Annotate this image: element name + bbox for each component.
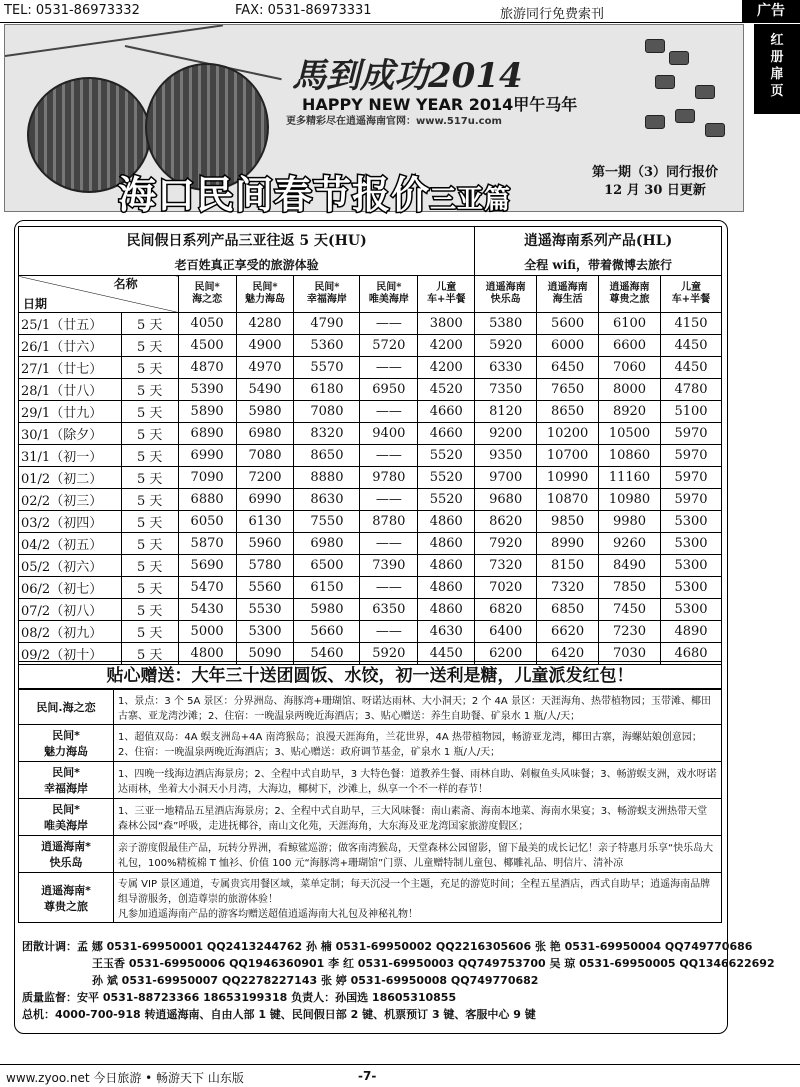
table-row xyxy=(19,445,722,467)
price-cell: 6130 xyxy=(236,511,294,533)
duration-cell: 5 天 xyxy=(121,401,178,423)
free-request-note: 旅游同行免费索刊 xyxy=(500,7,605,22)
duration-cell: 5 天 xyxy=(121,467,178,489)
column-header: 民间* 唯美海岸 xyxy=(360,276,418,313)
group1-title: 民间假日系列产品三亚往返 5 天(HU) xyxy=(19,227,475,254)
duration-cell: 5 天 xyxy=(121,511,178,533)
price-cell: 7090 xyxy=(178,467,236,489)
product-description: 1、四晚一线海边酒店海景房；2、全程中式自助早，3 大特色餐：道教养生餐、雨林自助、剁椒鱼头风味餐；3、畅游蜈支洲，戏水呀诺达雨林，坐着大小洞天小月湾，大海边，椰树下，沙滩上，纵享一个不一样的春节！ xyxy=(114,762,722,799)
price-cell: 5430 xyxy=(178,599,236,621)
date-cell: 09/2（初十） xyxy=(19,643,122,665)
price-cell: 6980 xyxy=(294,533,360,555)
price-cell: 8000 xyxy=(599,379,661,401)
price-cell: 4520 xyxy=(418,379,475,401)
contact-line: 王玉香 0531-69950006 QQ1946360901 李 红 0531-69950003 QQ749753700 吴 琼 0531-69950005 QQ1346622692 xyxy=(92,957,775,970)
product-name: 民间* 幸福海岸 xyxy=(19,762,114,799)
fax: FAX: 0531-86973331 xyxy=(235,3,372,18)
table-row xyxy=(19,577,722,599)
price-cell: 7320 xyxy=(475,555,537,577)
date-cell: 08/2（初九） xyxy=(19,621,122,643)
price-cell: 4860 xyxy=(418,577,475,599)
date-cell: 26/1（廿六） xyxy=(19,335,122,357)
price-cell: 7030 xyxy=(599,643,661,665)
product-description: 1、超值双岛：4A 蜈支洲岛+4A 南湾猴岛；浪漫天涯海角，兰花世界，4A 热带植物园，畅游亚龙湾，椰田古寨，海螺姑娘创意园；2、住宿：一晚温泉两晚近海酒店；3、贴心赠送：政府调节基金，矿泉水 1 瓶/人/天； xyxy=(114,725,722,762)
duration-cell: 5 天 xyxy=(121,489,178,511)
page-number: -7- xyxy=(358,1069,377,1083)
price-cell: 7060 xyxy=(599,357,661,379)
price-cell: 9780 xyxy=(360,467,418,489)
duration-cell: 5 天 xyxy=(121,423,178,445)
price-cell: 5970 xyxy=(661,445,722,467)
date-cell: 25/1（廿五） xyxy=(19,313,122,335)
column-header: 民间* 幸福海岸 xyxy=(294,276,360,313)
price-cell: —— xyxy=(360,577,418,599)
price-cell: 4050 xyxy=(178,313,236,335)
price-cell: 6820 xyxy=(475,599,537,621)
table-row xyxy=(19,335,722,357)
price-cell: 6420 xyxy=(537,643,599,665)
price-cell: 8920 xyxy=(599,401,661,423)
table-row xyxy=(19,533,722,555)
price-cell: 5300 xyxy=(661,533,722,555)
price-cell: 10200 xyxy=(537,423,599,445)
product-name: 民间* 魅力海岛 xyxy=(19,725,114,762)
price-cell: 4200 xyxy=(418,357,475,379)
price-cell: 5000 xyxy=(178,621,236,643)
table-row xyxy=(19,423,722,445)
price-cell: 9400 xyxy=(360,423,418,445)
product-row xyxy=(19,725,722,762)
price-cell: 8150 xyxy=(537,555,599,577)
contact-line: 团散计调：孟 娜 0531-69950001 QQ2413244762 孙 楠 0531-69950002 QQ2216305606 张 艳 0531-69950004 QQ749770686 xyxy=(22,940,753,953)
price-cell: 10860 xyxy=(599,445,661,467)
column-header: 民间* 魅力海岛 xyxy=(236,276,294,313)
price-cell: 5570 xyxy=(294,357,360,379)
price-cell: 5520 xyxy=(418,489,475,511)
price-cell: 8490 xyxy=(599,555,661,577)
price-cell: 5470 xyxy=(178,577,236,599)
date-cell: 04/2（初五） xyxy=(19,533,122,555)
price-cell: 5300 xyxy=(661,511,722,533)
price-cell: 5300 xyxy=(661,555,722,577)
website-note: 更多精彩尽在逍遥海南官网：www.517u.com xyxy=(286,116,502,127)
plum-branch xyxy=(5,24,223,57)
price-cell: 10870 xyxy=(537,489,599,511)
price-rows xyxy=(19,313,722,665)
title-main: 海口民间春节报价 xyxy=(118,173,431,217)
price-cell: 7320 xyxy=(537,577,599,599)
date-cell: 05/2（初六） xyxy=(19,555,122,577)
price-cell: 4860 xyxy=(418,599,475,621)
table-row xyxy=(19,357,722,379)
price-cell: 6100 xyxy=(599,313,661,335)
price-cell: —— xyxy=(360,445,418,467)
price-cell: 5380 xyxy=(475,313,537,335)
price-cell: 7650 xyxy=(537,379,599,401)
price-cell: 4150 xyxy=(661,313,722,335)
happy-new-year: HAPPY NEW YEAR 2014甲午马年 xyxy=(302,95,578,114)
product-row xyxy=(19,873,722,923)
issue-number: 第一期（3）同行报价 xyxy=(592,165,719,180)
price-cell: 9700 xyxy=(475,467,537,489)
price-cell: 6850 xyxy=(537,599,599,621)
price-cell: 5530 xyxy=(236,599,294,621)
footer xyxy=(0,1064,800,1087)
firecracker-icon xyxy=(695,85,715,99)
price-cell: 6400 xyxy=(475,621,537,643)
price-cell: 4790 xyxy=(294,313,360,335)
price-cell: —— xyxy=(360,621,418,643)
price-cell: 4660 xyxy=(418,401,475,423)
price-cell: 9680 xyxy=(475,489,537,511)
price-cell: 7350 xyxy=(475,379,537,401)
price-cell: 5980 xyxy=(294,599,360,621)
price-cell: 4780 xyxy=(661,379,722,401)
price-cell: 9980 xyxy=(599,511,661,533)
gift-banner: 贴心赠送：大年三十送团圆饭、水饺，初一送利是糖，儿童派发红包！ xyxy=(18,661,722,689)
price-cell: 5780 xyxy=(236,555,294,577)
date-cell: 02/2（初三） xyxy=(19,489,122,511)
group2-subtitle: 全程 wifi，带着微博去旅行 xyxy=(475,253,722,276)
price-cell: 6050 xyxy=(178,511,236,533)
product-descriptions xyxy=(18,689,722,923)
price-cell: —— xyxy=(360,313,418,335)
group2-title: 逍遥海南系列产品(HL) xyxy=(475,227,722,254)
contact-block xyxy=(22,938,775,1023)
price-cell: 6330 xyxy=(475,357,537,379)
date-cell: 01/2（初二） xyxy=(19,467,122,489)
price-cell: 4860 xyxy=(418,555,475,577)
price-cell: —— xyxy=(360,533,418,555)
price-cell: 6950 xyxy=(360,379,418,401)
product-name: 逍遥海南* 尊贵之旅 xyxy=(19,873,114,923)
firecracker-icon xyxy=(655,75,675,89)
price-cell: 6500 xyxy=(294,555,360,577)
price-cell: 4450 xyxy=(661,335,722,357)
price-cell: 5720 xyxy=(360,335,418,357)
price-cell: 4280 xyxy=(236,313,294,335)
price-cell: 7390 xyxy=(360,555,418,577)
price-cell: 7200 xyxy=(236,467,294,489)
price-cell: 5890 xyxy=(178,401,236,423)
date-cell: 31/1（初一） xyxy=(19,445,122,467)
price-cell: 9200 xyxy=(475,423,537,445)
price-cell: 7550 xyxy=(294,511,360,533)
ad-badge: 广告 xyxy=(742,0,800,22)
price-cell: 4860 xyxy=(418,511,475,533)
price-cell: 6600 xyxy=(599,335,661,357)
table-row xyxy=(19,467,722,489)
telephone: TEL: 0531-86973332 xyxy=(4,3,140,18)
price-cell: 6150 xyxy=(294,577,360,599)
price-cell: 7080 xyxy=(236,445,294,467)
duration-cell: 5 天 xyxy=(121,555,178,577)
price-cell: 9350 xyxy=(475,445,537,467)
duration-cell: 5 天 xyxy=(121,599,178,621)
price-cell: 5460 xyxy=(294,643,360,665)
contact-line: 孙 斌 0531-69950007 QQ2278227143 张 婷 0531-69950008 QQ749770682 xyxy=(92,974,539,987)
product-row xyxy=(19,836,722,873)
price-cell: 6620 xyxy=(537,621,599,643)
duration-cell: 5 天 xyxy=(121,577,178,599)
duration-cell: 5 天 xyxy=(121,313,178,335)
firecracker-icon xyxy=(669,51,689,65)
price-cell: 4450 xyxy=(661,357,722,379)
price-cell: 5100 xyxy=(661,401,722,423)
firecracker-icon xyxy=(645,39,665,53)
price-cell: 7920 xyxy=(475,533,537,555)
date-cell: 03/2（初四） xyxy=(19,511,122,533)
product-row xyxy=(19,690,722,725)
column-header: 逍遥海南 尊贵之旅 xyxy=(599,276,661,313)
firecracker-icon xyxy=(675,109,695,123)
firecracker-icon xyxy=(645,115,665,129)
price-cell: 8120 xyxy=(475,401,537,423)
price-cell: 5360 xyxy=(294,335,360,357)
price-cell: 4800 xyxy=(178,643,236,665)
price-cell: 8620 xyxy=(475,511,537,533)
price-cell: 6450 xyxy=(537,357,599,379)
price-cell: 5970 xyxy=(661,467,722,489)
product-name: 逍遥海南* 快乐岛 xyxy=(19,836,114,873)
duration-cell: 5 天 xyxy=(121,335,178,357)
price-cell: 4870 xyxy=(178,357,236,379)
product-description: 亲子游度假最佳产品，玩转分界洲，看鲸鲨巡游；做客南湾猴岛，天堂森林公园留影，留下最美的成长记忆！亲子特惠月乐享“快乐岛大礼包，100%精梳棉 T 恤衫、价值 100 元“海豚湾+珊瑚馆”门票、儿童赠特制儿童包、椰雕礼品、明信片、清补凉 xyxy=(114,836,722,873)
price-cell: 4500 xyxy=(178,335,236,357)
price-cell: —— xyxy=(360,489,418,511)
section-tab-label: 红 册 扉 页 xyxy=(770,33,784,99)
product-description: 1、景点：3 个 5A 景区：分界洲岛、海豚湾+珊瑚馆、呀诺达雨林、大小洞天；2 个 4A 景区：天涯海角、热带植物园；玉带滩、椰田古寨、亚龙湾沙滩；2、住宿：一晚温泉两晚近海酒店；3、贴心赠送：养生自助餐、矿泉水 1 瓶/人/天； xyxy=(114,690,722,725)
price-cell: 5970 xyxy=(661,423,722,445)
price-cell: 5960 xyxy=(236,533,294,555)
price-cell: 5520 xyxy=(418,467,475,489)
table-row xyxy=(19,511,722,533)
price-cell: 10990 xyxy=(537,467,599,489)
price-cell: 8880 xyxy=(294,467,360,489)
duration-cell: 5 天 xyxy=(121,379,178,401)
table-row xyxy=(19,621,722,643)
price-cell: 8650 xyxy=(294,445,360,467)
price-cell: 8780 xyxy=(360,511,418,533)
price-cell: 5920 xyxy=(360,643,418,665)
price-cell: 5920 xyxy=(475,335,537,357)
product-name: 民间* 唯美海岸 xyxy=(19,799,114,836)
price-cell: 10500 xyxy=(599,423,661,445)
price-cell: 5300 xyxy=(236,621,294,643)
price-cell: 4630 xyxy=(418,621,475,643)
price-cell: 6350 xyxy=(360,599,418,621)
price-cell: —— xyxy=(360,401,418,423)
price-cell: 10980 xyxy=(599,489,661,511)
date-cell: 07/2（初八） xyxy=(19,599,122,621)
price-cell: 7080 xyxy=(294,401,360,423)
price-cell: 5300 xyxy=(661,577,722,599)
date-cell: 28/1（廿八） xyxy=(19,379,122,401)
price-cell: 5660 xyxy=(294,621,360,643)
table-row xyxy=(19,555,722,577)
date-cell: 30/1（除夕） xyxy=(19,423,122,445)
price-cell: 5090 xyxy=(236,643,294,665)
price-cell: 4200 xyxy=(418,335,475,357)
price-cell: 5560 xyxy=(236,577,294,599)
price-cell: 4890 xyxy=(661,621,722,643)
price-cell: 7230 xyxy=(599,621,661,643)
price-cell: 6990 xyxy=(236,489,294,511)
price-cell: 9850 xyxy=(537,511,599,533)
header-corner xyxy=(19,276,179,313)
price-cell: 6000 xyxy=(537,335,599,357)
product-description: 1、三亚一地精品五星酒店海景房；2、全程中式自助早，三大风味餐：南山素斋、海南本地菜、海南水果宴；3、畅游蜈支洲热带天堂森林公园“森”呼吸，走进抚椰谷，南山文化苑，天涯海角，大东海及亚龙湾国家旅游度假区； xyxy=(114,799,722,836)
price-cell: 5690 xyxy=(178,555,236,577)
price-cell: 6180 xyxy=(294,379,360,401)
page-title xyxy=(118,164,511,219)
price-cell: 3800 xyxy=(418,313,475,335)
quality-line: 质量监督：安平 0531-88723366 18653199318 负责人：孙国选 18605310855 xyxy=(22,991,457,1004)
price-cell: 8630 xyxy=(294,489,360,511)
table-row xyxy=(19,401,722,423)
price-cell: 4970 xyxy=(236,357,294,379)
price-cell: 4450 xyxy=(418,643,475,665)
duration-cell: 5 天 xyxy=(121,445,178,467)
product-description: 专属 VIP 景区通道，专属贵宾用餐区域，菜单定制；每天沉浸一个主题，充足的游览时间；全程五星酒店，西式自助早；逍遥海南品牌组导游服务，创造尊崇的旅游体验！ 凡参加逍遥海南产品的游客均赠送超值逍遥海南大礼包及神秘礼物！ xyxy=(114,873,722,923)
new-year-logo: 馬到成功2014 xyxy=(292,56,523,96)
table-row xyxy=(19,489,722,511)
footer-site: www.zyoo.net 今日旅游 • 畅游天下 山东版 xyxy=(6,1071,244,1085)
price-cell: 5980 xyxy=(236,401,294,423)
section-tab xyxy=(754,24,800,114)
price-cell: 5520 xyxy=(418,445,475,467)
price-cell: 6980 xyxy=(236,423,294,445)
price-cell: 6990 xyxy=(178,445,236,467)
duration-cell: 5 天 xyxy=(121,621,178,643)
date-cell: 27/1（廿七） xyxy=(19,357,122,379)
price-cell: 4680 xyxy=(661,643,722,665)
duration-cell: 5 天 xyxy=(121,533,178,555)
product-row xyxy=(19,762,722,799)
price-cell: 7020 xyxy=(475,577,537,599)
price-cell: 4900 xyxy=(236,335,294,357)
group1-subtitle: 老百姓真正享受的旅游体验 xyxy=(19,253,475,276)
price-cell: 6880 xyxy=(178,489,236,511)
title-sub: 三亚篇 xyxy=(430,185,512,215)
price-cell: 5490 xyxy=(236,379,294,401)
price-cell: 8320 xyxy=(294,423,360,445)
price-cell: 8990 xyxy=(537,533,599,555)
price-cell: 6200 xyxy=(475,643,537,665)
column-header: 儿童 车+半餐 xyxy=(661,276,722,313)
price-cell: 4660 xyxy=(418,423,475,445)
price-cell: 5600 xyxy=(537,313,599,335)
price-cell: 10700 xyxy=(537,445,599,467)
price-cell: 4860 xyxy=(418,533,475,555)
column-header: 民间* 海之恋 xyxy=(178,276,236,313)
price-table xyxy=(18,226,722,665)
firecracker-icon xyxy=(705,123,725,137)
table-row xyxy=(19,599,722,621)
price-cell: 5870 xyxy=(178,533,236,555)
duration-cell: 5 天 xyxy=(121,643,178,665)
table-row xyxy=(19,313,722,335)
price-cell: 5300 xyxy=(661,599,722,621)
price-cell: 6890 xyxy=(178,423,236,445)
product-row xyxy=(19,799,722,836)
price-cell: 7450 xyxy=(599,599,661,621)
price-cell: —— xyxy=(360,357,418,379)
column-header: 逍遥海南 海生活 xyxy=(537,276,599,313)
price-cell: 9260 xyxy=(599,533,661,555)
price-cell: 5390 xyxy=(178,379,236,401)
issue-info xyxy=(592,164,718,200)
duration-cell: 5 天 xyxy=(121,357,178,379)
table-row xyxy=(19,379,722,401)
price-cell: 7850 xyxy=(599,577,661,599)
date-cell: 29/1（廿九） xyxy=(19,401,122,423)
update-date: 12 月 30 日更新 xyxy=(604,183,706,198)
corner-name: 名称 xyxy=(113,277,138,291)
price-cell: 11160 xyxy=(599,467,661,489)
top-bar xyxy=(0,0,800,23)
column-header: 逍遥海南 快乐岛 xyxy=(475,276,537,313)
price-cell: 8650 xyxy=(537,401,599,423)
corner-date: 日期 xyxy=(23,297,48,311)
price-cell: 5970 xyxy=(661,489,722,511)
date-cell: 06/2（初七） xyxy=(19,577,122,599)
product-name: 民间.海之恋 xyxy=(19,690,114,725)
column-header: 儿童 车+半餐 xyxy=(418,276,475,313)
switchboard-line: 总机：4000-700-918 转逍遥海南、自由人部 1 键、民间假日部 2 键、机票预订 3 键、客服中心 9 键 xyxy=(22,1008,536,1021)
